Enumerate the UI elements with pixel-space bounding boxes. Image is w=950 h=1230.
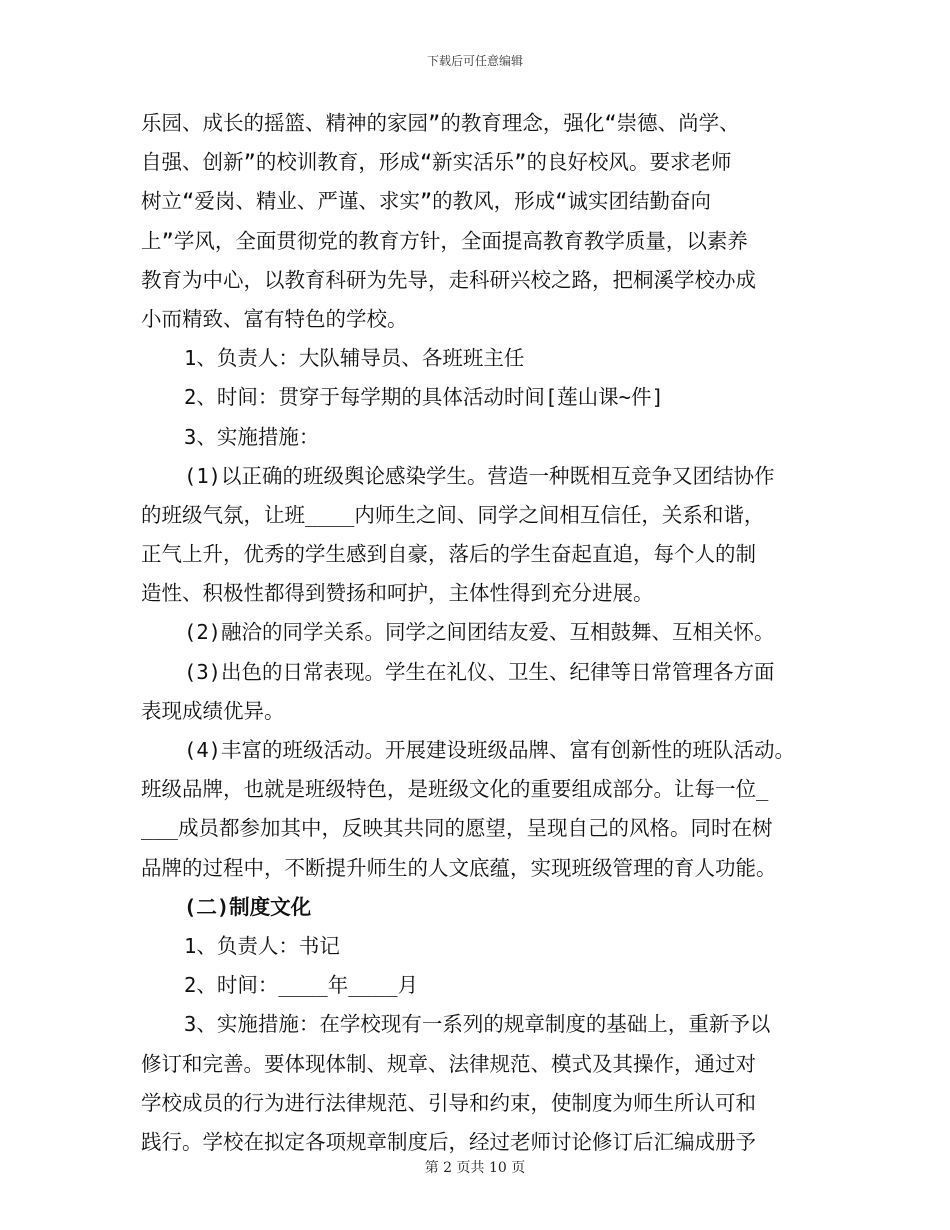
text-line: 3、实施措施： [184, 424, 320, 449]
text-line: 2、时间：贯穿于每学期的具体活动时间[莲山课~件] [184, 385, 664, 410]
page-header-note: 下载后可任意编辑 [426, 54, 523, 68]
text-line: 树立“爱岗、精业、严谨、求实”的教风，形成“诚实团结勤奋向 [141, 189, 712, 214]
text-line: 3、实施措施：在学校现有一系列的规章制度的基础上，重新予以 [184, 1012, 771, 1037]
text-line: 学校成员的行为进行法律规范、引导和约束，使制度为师生所认可和 [141, 1090, 756, 1115]
text-line: ___成员都参加其中，反映其共同的愿望，呈现自己的风格。同时在树 [141, 816, 773, 841]
text-line: 乐园、成长的摇篮、精神的家园”的教育理念，强化“崇德、尚学、 [141, 111, 740, 135]
text-line: 2、时间：____年____月 [184, 973, 419, 998]
text-line: (1)以正确的班级舆论感染学生。营造一种既相互竞争又团结协作 [184, 463, 775, 488]
text-line: 品牌的过程中，不断提升师生的人文底蕴，实现班级管理的育人功能。 [141, 855, 777, 880]
text-line: 的班级气氛，让班____内师生之间、同学之间相互信任，关系和谐， [141, 502, 765, 527]
page-number-footer: 第 2 页共 10 页 [424, 1160, 526, 1176]
text-line: (二)制度文化 [184, 894, 312, 919]
text-line: (4)丰富的班级活动。开展建设班级品牌、富有创新性的班队活动。 [184, 738, 796, 762]
text-line: (2)融洽的同学关系。同学之间团结友爱、互相鼓舞、互相关怀。 [184, 620, 775, 645]
text-line: 表现成绩优异。 [141, 698, 285, 723]
text-line: 小而精致、富有特色的学校。 [141, 306, 408, 331]
text-line: 正气上升，优秀的学生感到自豪，落后的学生奋起直追，每个人的制 [141, 542, 756, 567]
text-line: 修订和完善。要体现体制、规章、法律规范、模式及其操作，通过对 [141, 1051, 756, 1076]
document-body [141, 104, 841, 1162]
text-line: 践行。学校在拟定各项规章制度后，经过老师讨论修订后汇编成册予 [141, 1129, 756, 1154]
text-line: 造性、积极性都得到赞扬和呵护，主体性得到充分进展。 [141, 581, 654, 606]
text-line: 班级品牌，也就是班级特色，是班级文化的重要组成部分。让每一位_ [141, 777, 769, 802]
text-line: 上”学风，全面贯彻党的教育方针，全面提高教育教学质量，以素养 [141, 228, 748, 253]
text-line: 1、负责人：书记 [184, 933, 340, 958]
text-line: (3)出色的日常表现。学生在礼仪、卫生、纪律等日常管理各方面 [184, 659, 775, 684]
text-line: 1、负责人：大队辅导员、各班班主任 [184, 346, 525, 371]
text-line: 自强、创新”的校训教育，形成“新实活乐”的良好校风。要求老师 [141, 150, 732, 175]
text-line: 教育为中心，以教育科研为先导，走科研兴校之路，把桐溪学校办成 [141, 267, 756, 292]
